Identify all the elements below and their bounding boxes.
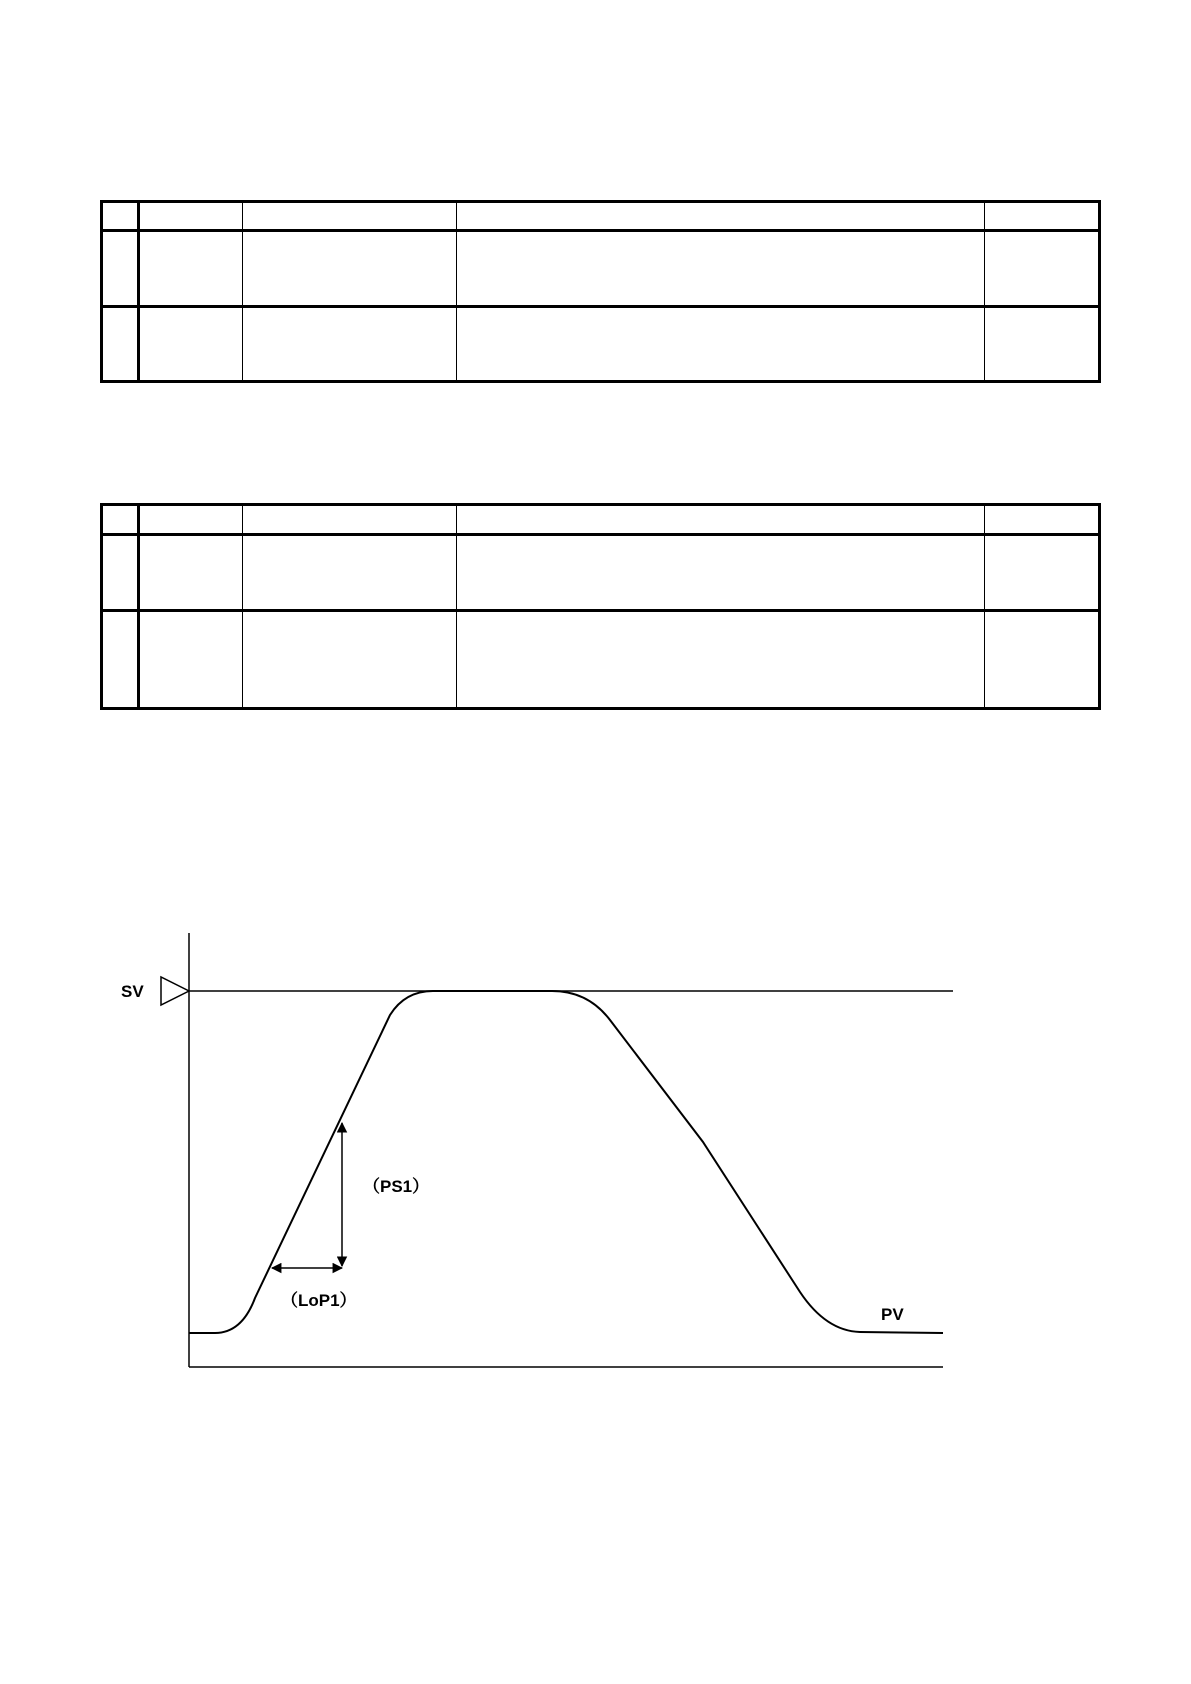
setpoint-triangle-icon (161, 977, 189, 1005)
lop1-label: （LoP1） (281, 1291, 357, 1310)
ps1-label: （PS1） (363, 1177, 430, 1196)
pv-label: PV (881, 1305, 904, 1324)
process-value-curve (189, 991, 943, 1333)
sv-label: SV (121, 982, 144, 1001)
